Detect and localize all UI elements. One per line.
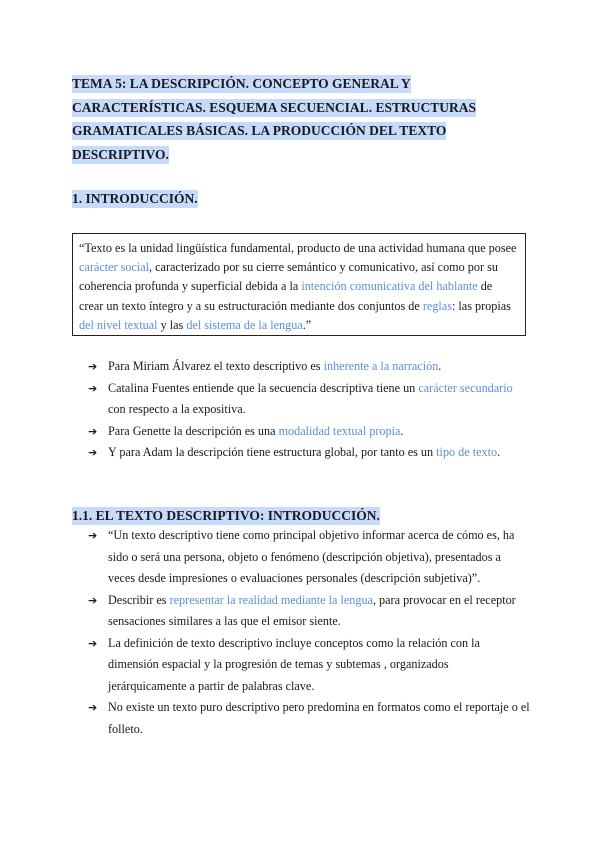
list-item: ➔ Describir es representar la realidad mediante la lengua, para provocar en el receptor sensaciones similares a las que el emisor siente. xyxy=(88,590,530,633)
document-title xyxy=(72,72,542,166)
list-item: ➔ Para Genette la descripción es una modalidad textual propia. xyxy=(88,421,530,443)
texto-descriptivo-bullet-list xyxy=(88,525,530,740)
section-heading-introduccion: 1. INTRODUCCIÓN. xyxy=(72,191,198,206)
arrow-right-icon: ➔ xyxy=(88,529,98,542)
arrow-right-icon: ➔ xyxy=(88,636,98,650)
list-item: ➔ Y para Adam la descripción tiene estructura global, por tanto es un tipo de texto. xyxy=(88,442,530,464)
introduccion-bullet-list xyxy=(88,356,530,464)
list-item: ➔ Para Miriam Álvarez el texto descriptivo es inherente a la narración. xyxy=(88,356,530,378)
arrow-right-icon: ➔ xyxy=(88,701,98,714)
list-item: ➔ Catalina Fuentes entiende que la secuencia descriptiva tiene un carácter secundario con respecto a la expositiva. xyxy=(88,378,530,421)
document-title-text: TEMA 5: LA DESCRIPCIÓN. CONCEPTO GENERAL Y CARACTERÍSTICAS. ESQUEMA SECUENCIAL. ESTRUCTURAS GRAMATICALES BÁSICAS. LA PRODUCCIÓN DEL TEXTO DESCRIPTIVO. xyxy=(72,76,476,162)
arrow-right-icon: ➔ xyxy=(88,381,98,395)
arrow-right-icon: ➔ xyxy=(88,360,98,373)
definition-quote-box: “Texto es la unidad lingüística fundamental, producto de una actividad humana que posee carácter social, caracterizado por su cierre semántico y comunicativo, así como por su coherencia profunda y superficial debida a la intención comunicativa del hablante de crear un texto íntegro y a su estructuración mediante dos conjuntos de reglas: las propias del nivel textual y las del sistema de la lengua.” xyxy=(72,233,526,336)
arrow-right-icon: ➔ xyxy=(88,593,98,607)
list-item: ➔ No existe un texto puro descriptivo pero predomina en formatos como el reportaje o el folleto. xyxy=(88,697,530,740)
term-intencion-comunicativa: intención comunicativa del hablante xyxy=(301,279,478,294)
section-heading-texto-descriptivo: 1.1. EL TEXTO DESCRIPTIVO: INTRODUCCIÓN. xyxy=(72,508,380,523)
term-reglas: reglas xyxy=(422,298,452,313)
arrow-right-icon: ➔ xyxy=(88,446,98,459)
list-item: ➔ La definición de texto descriptivo incluye conceptos como la relación con la dimensión espacial y la progresión de temas y subtemas , organizados jerárquicamente a partir de palabras clave. xyxy=(88,633,530,698)
term-sistema-lengua: del sistema de la lengua xyxy=(186,317,303,332)
arrow-right-icon: ➔ xyxy=(88,424,98,438)
list-item: ➔ “Un texto descriptivo tiene como principal objetivo informar acerca de cómo es, ha sido o será una persona, objeto o fenómeno (descripción objetiva), presentados a veces desde impresiones o evaluaciones personales (descripción subjetiva)”. xyxy=(88,525,530,590)
term-nivel-textual: del nivel textual xyxy=(79,317,158,332)
term-caracter-social: carácter social xyxy=(79,260,150,275)
